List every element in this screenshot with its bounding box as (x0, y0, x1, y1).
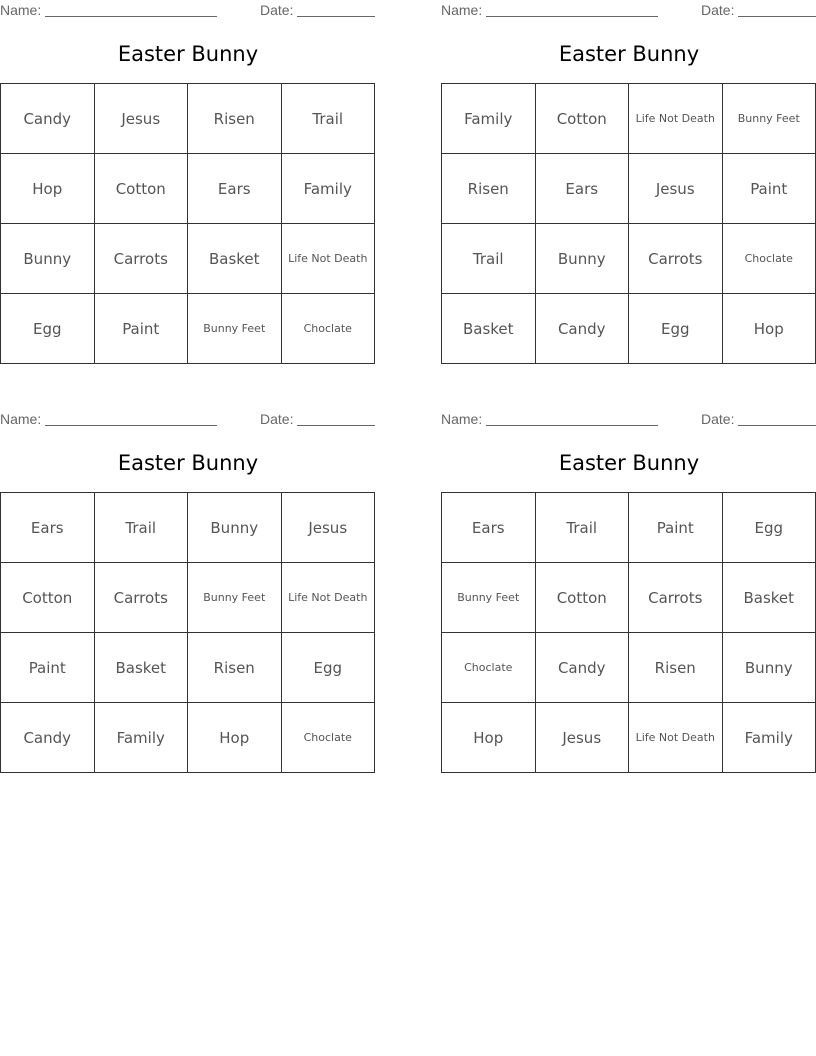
grid-cell: Candy (536, 294, 630, 364)
grid-cell: Jesus (95, 84, 189, 154)
bingo-grid (441, 83, 816, 364)
grid-cell: Ears (442, 493, 536, 563)
card-header (441, 409, 816, 431)
grid-cell: Basket (188, 224, 282, 294)
date-label: Date: (701, 2, 735, 18)
grid-cell: Candy (1, 703, 95, 773)
grid-cell: Cotton (536, 84, 630, 154)
grid-cell: Egg (723, 493, 816, 563)
grid-cell: Trail (95, 493, 189, 563)
grid-cell: Bunny Feet (442, 563, 536, 633)
name-label: Name: (441, 411, 483, 427)
grid-cell: Paint (95, 294, 189, 364)
grid-cell: Bunny Feet (188, 294, 282, 364)
grid-cell: Ears (188, 154, 282, 224)
date-label: Date: (260, 2, 294, 18)
date-line (297, 16, 375, 17)
bingo-grid (441, 492, 816, 773)
grid-cell: Carrots (629, 224, 723, 294)
grid-cell: Egg (629, 294, 723, 364)
grid-cell: Risen (188, 84, 282, 154)
grid-cell: Basket (442, 294, 536, 364)
grid-cell: Basket (723, 563, 816, 633)
name-line (45, 16, 217, 17)
grid-cell: Risen (442, 154, 536, 224)
grid-cell: Choclate (282, 294, 376, 364)
name-line (45, 425, 217, 426)
grid-cell: Choclate (723, 224, 816, 294)
grid-cell: Family (282, 154, 376, 224)
date-line (738, 16, 816, 17)
grid-cell: Ears (1, 493, 95, 563)
grid-cell: Ears (536, 154, 630, 224)
grid-cell: Cotton (536, 563, 630, 633)
grid-cell: Family (95, 703, 189, 773)
grid-cell: Life Not Death (282, 224, 376, 294)
grid-cell: Family (723, 703, 816, 773)
grid-cell: Jesus (282, 493, 376, 563)
grid-cell: Basket (95, 633, 189, 703)
grid-cell: Risen (188, 633, 282, 703)
grid-cell: Bunny (1, 224, 95, 294)
date-label: Date: (701, 411, 735, 427)
grid-cell: Paint (629, 493, 723, 563)
grid-cell: Bunny (188, 493, 282, 563)
grid-cell: Bunny Feet (723, 84, 816, 154)
grid-cell: Trail (536, 493, 630, 563)
grid-cell: Hop (1, 154, 95, 224)
grid-cell: Risen (629, 633, 723, 703)
grid-cell: Jesus (629, 154, 723, 224)
grid-cell: Hop (723, 294, 816, 364)
grid-cell: Hop (442, 703, 536, 773)
card-title: Easter Bunny (558, 451, 700, 475)
grid-cell: Hop (188, 703, 282, 773)
grid-cell: Life Not Death (282, 563, 376, 633)
bingo-grid (0, 492, 375, 773)
bingo-grid (0, 83, 375, 364)
grid-cell: Cotton (1, 563, 95, 633)
date-line (297, 425, 375, 426)
grid-cell: Life Not Death (629, 84, 723, 154)
date-label: Date: (260, 411, 294, 427)
grid-cell: Choclate (282, 703, 376, 773)
grid-cell: Bunny (723, 633, 816, 703)
date-line (738, 425, 816, 426)
grid-cell: Family (442, 84, 536, 154)
grid-cell: Cotton (95, 154, 189, 224)
grid-cell: Trail (442, 224, 536, 294)
grid-cell: Paint (1, 633, 95, 703)
grid-cell: Candy (1, 84, 95, 154)
card-header (0, 409, 376, 431)
name-label: Name: (0, 411, 42, 427)
grid-cell: Carrots (95, 224, 189, 294)
grid-cell: Trail (282, 84, 376, 154)
grid-cell: Jesus (536, 703, 630, 773)
grid-cell: Life Not Death (629, 703, 723, 773)
card-title: Easter Bunny (558, 42, 700, 66)
card-title: Easter Bunny (117, 451, 259, 475)
grid-cell: Paint (723, 154, 816, 224)
card-header (441, 0, 816, 22)
name-line (486, 425, 658, 426)
name-label: Name: (441, 2, 483, 18)
name-label: Name: (0, 2, 42, 18)
grid-cell: Bunny Feet (188, 563, 282, 633)
name-line (486, 16, 658, 17)
grid-cell: Candy (536, 633, 630, 703)
card-header (0, 0, 376, 22)
grid-cell: Egg (282, 633, 376, 703)
grid-cell: Egg (1, 294, 95, 364)
grid-cell: Choclate (442, 633, 536, 703)
grid-cell: Bunny (536, 224, 630, 294)
card-title: Easter Bunny (117, 42, 259, 66)
grid-cell: Carrots (629, 563, 723, 633)
grid-cell: Carrots (95, 563, 189, 633)
